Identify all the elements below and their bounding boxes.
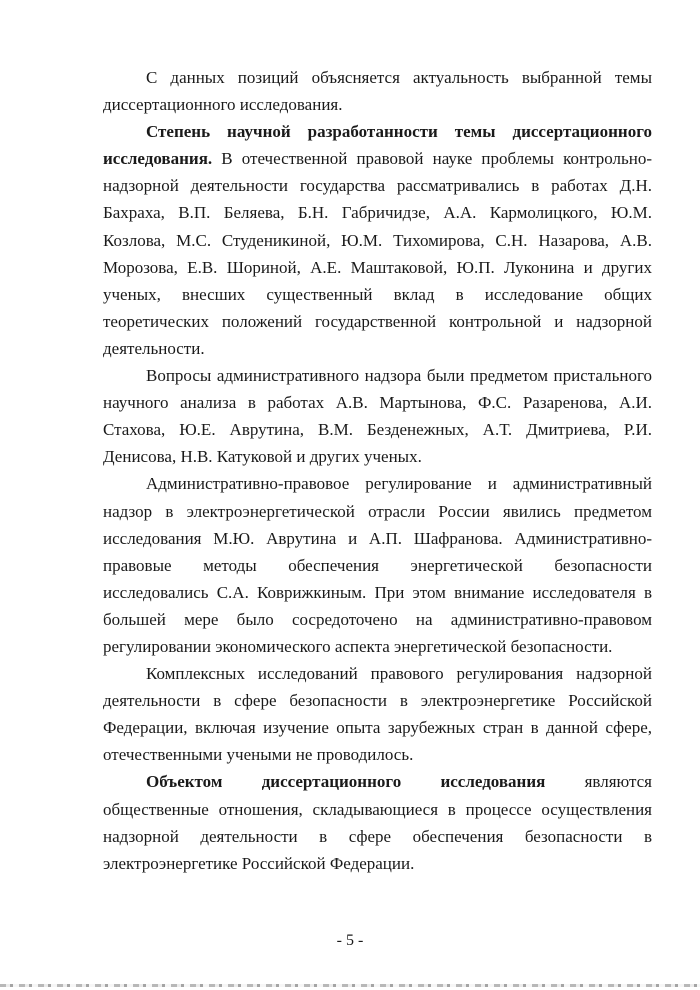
paragraph-research-object xyxy=(103,768,652,876)
paragraph-text: В отечественной правовой науке проблемы контрольно-надзорной деятельности государства рассматривались в работах Д.Н. Бахраха, В.П. Беляева, Б.Н. Габричидзе, А.А. Кармолицкого, Ю.М. Козлова, М.С. Студеникиной, Ю.М. Тихомирова, С.Н. Назарова, А.В. Морозова, Е.В. Шориной, А.Е. Маштаковой, Ю.П. Луконина и других ученых, внесших существенный вклад в исследование общих теоретических положений государственной контрольной и надзорной деятельности. xyxy=(103,149,652,358)
paragraph-text: являются общественные отношения, складывающиеся в процессе осуществления надзорной деятельности в сфере обеспечения безопасности в электроэнергетике Российской Федерации. xyxy=(103,772,653,873)
paragraph-text: Административно-правовое регулирование и административный надзор в электроэнергетической отрасли России явились предметом исследования М.Ю. Аврутина и А.П. Шафранова. Административно-правовые методы обеспечения энергетической безопасности исследовались С.А. Коврижкиным. При этом внимание исследователя в большей мере было сосредоточено на административно-правовом регулировании экономического аспекта энергетической безопасности. xyxy=(103,474,652,656)
paragraph-administrative-supervision xyxy=(103,362,652,470)
paragraph-text: Комплексных исследований правового регулирования надзорной деятельности в сфере безопасности в электроэнергетике Российской Федерации, включая изучение опыта зарубежных стран в данной сфере, отечественными учеными не проводилось. xyxy=(103,664,652,765)
paragraph-complex-research xyxy=(103,660,652,768)
paragraph-text: С данных позиций объясняется актуальность выбранной темы диссертационного исследования. xyxy=(103,68,652,115)
paragraph-regulation-electric-power xyxy=(103,470,652,660)
page-number: - 5 - xyxy=(336,932,364,949)
scan-edge-line xyxy=(0,984,700,987)
body-text xyxy=(103,64,652,877)
paragraph-degree-of-development xyxy=(103,118,652,362)
paragraph-relevance xyxy=(103,64,652,118)
paragraph-bold-lead: Степень научной разработанности темы диссертационного исследования. xyxy=(103,122,652,169)
paragraph-bold-lead: Объектом диссертационного исследования xyxy=(146,772,546,792)
paragraph-text: Вопросы административного надзора были предметом пристального научного анализа в работах А.В. Мартынова, Ф.С. Разаренова, А.И. Стахова, Ю.Е. Аврутина, В.М. Безденежных, А.Т. Дмитриева, Р.И. Денисова, Н.В. Катуковой и других ученых. xyxy=(103,366,652,467)
